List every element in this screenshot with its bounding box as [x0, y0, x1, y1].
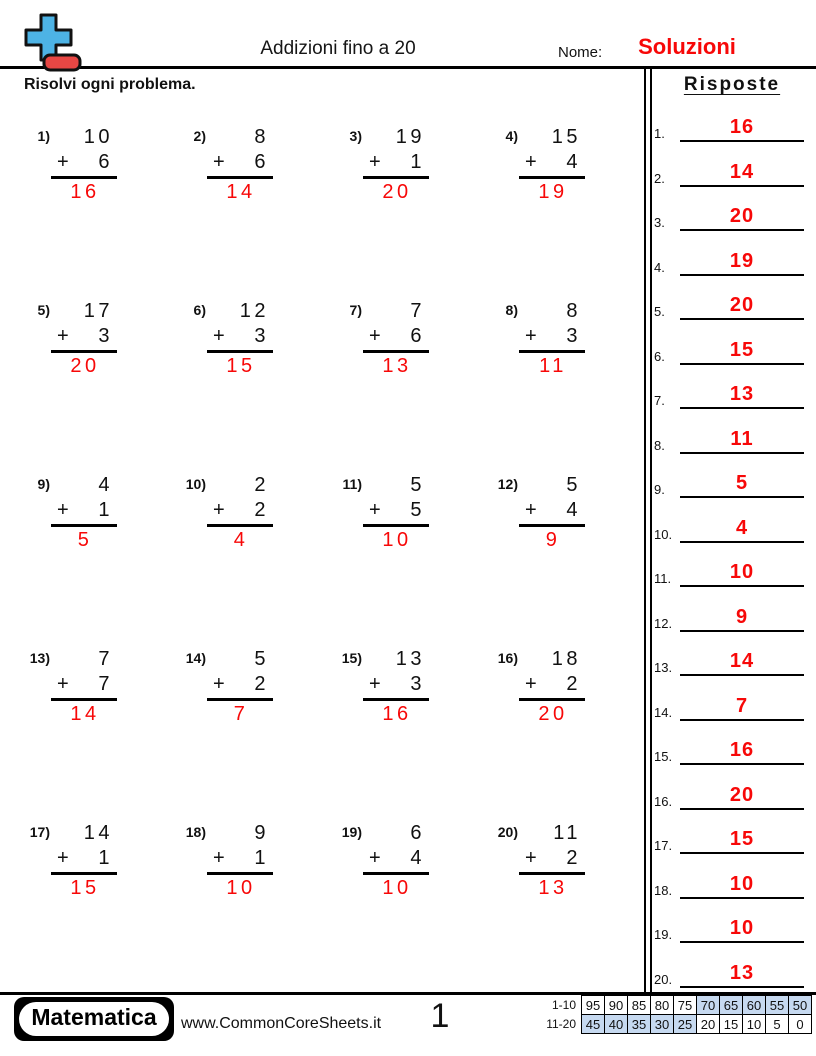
problem-20 — [488, 822, 644, 992]
name-value-solutions: Soluzioni — [638, 34, 736, 59]
answer-row-19 — [654, 917, 804, 943]
problem-2 — [176, 126, 332, 296]
answer-value: 4 — [680, 517, 804, 543]
header-rule — [0, 66, 816, 69]
answer-number: 8. — [654, 437, 665, 453]
problem-11 — [332, 474, 488, 644]
grade-cell: 35 — [628, 1015, 651, 1034]
problem-work — [369, 474, 425, 552]
grade-cell: 75 — [674, 996, 697, 1015]
problem-work — [525, 126, 581, 204]
answer-line — [51, 698, 117, 701]
grade-row-label: 11-20 — [542, 1015, 582, 1034]
answer-row-11 — [654, 561, 804, 587]
answer-row-6 — [654, 339, 804, 365]
answer-line — [207, 872, 273, 875]
answer-number: 2. — [654, 170, 665, 186]
answer-number: 6. — [654, 348, 665, 364]
grade-cell: 95 — [582, 996, 605, 1015]
answer-number: 7. — [654, 393, 665, 409]
problem-answer: 10 — [382, 877, 412, 899]
operand-top: 9 — [254, 822, 269, 844]
grade-cell: 15 — [720, 1015, 743, 1034]
answer-line — [519, 350, 585, 353]
answer-row-4 — [654, 250, 804, 276]
grade-cell: 90 — [605, 996, 628, 1015]
answer-number: 15. — [654, 749, 673, 765]
answer-row-18 — [654, 873, 804, 899]
answer-number: 17. — [654, 838, 673, 854]
answer-value: 9 — [680, 606, 804, 632]
answer-number: 19. — [654, 927, 673, 943]
brand-label: Matematica — [19, 1002, 168, 1036]
operand-top: 7 — [410, 300, 425, 322]
operand-bottom: 1 — [98, 499, 113, 521]
page-number: 1 — [430, 997, 450, 1035]
operand-top: 2 — [254, 474, 269, 496]
problem-6 — [176, 300, 332, 470]
answer-row-16 — [654, 784, 804, 810]
operand-top: 14 — [83, 822, 113, 844]
problem-work — [369, 300, 425, 378]
plus-sign: + — [525, 151, 537, 173]
answer-value: 13 — [680, 962, 804, 988]
operand-top: 5 — [410, 474, 425, 496]
problem-work — [525, 300, 581, 378]
problem-number: 17) — [29, 824, 50, 840]
problem-answer: 20 — [70, 355, 100, 377]
problem-answer: 15 — [70, 877, 100, 899]
problem-number: 10) — [185, 476, 206, 492]
grade-cell: 80 — [651, 996, 674, 1015]
operand-bottom: 2 — [254, 673, 269, 695]
plus-sign: + — [369, 151, 381, 173]
plus-sign: + — [525, 673, 537, 695]
answer-value: 15 — [680, 339, 804, 365]
problem-18 — [176, 822, 332, 992]
problem-number: 4) — [505, 128, 518, 144]
problem-10 — [176, 474, 332, 644]
problem-answer: 14 — [70, 703, 100, 725]
answers-list — [654, 116, 804, 988]
answer-value: 14 — [680, 161, 804, 187]
problem-answer: 13 — [538, 877, 568, 899]
grade-cell: 10 — [743, 1015, 766, 1034]
operand-top: 5 — [254, 648, 269, 670]
plus-minus-logo-icon — [14, 12, 84, 74]
plus-sign: + — [213, 847, 225, 869]
plus-sign: + — [57, 325, 69, 347]
answer-line — [207, 350, 273, 353]
problem-number: 15) — [341, 650, 362, 666]
problem-number: 13) — [29, 650, 50, 666]
answer-value: 7 — [680, 695, 804, 721]
name-label: Nome: — [558, 44, 603, 61]
answer-number: 18. — [654, 882, 673, 898]
answer-row-15 — [654, 739, 804, 765]
plus-sign: + — [525, 499, 537, 521]
grade-cell: 85 — [628, 996, 651, 1015]
answer-number: 10. — [654, 526, 673, 542]
problem-8 — [488, 300, 644, 470]
answer-row-17 — [654, 828, 804, 854]
problem-15 — [332, 648, 488, 818]
operand-bottom: 3 — [254, 325, 269, 347]
answer-number: 1. — [654, 126, 665, 141]
answer-line — [51, 872, 117, 875]
grade-cell: 5 — [766, 1015, 789, 1034]
problem-number: 11) — [342, 476, 362, 492]
grade-cell: 30 — [651, 1015, 674, 1034]
problem-14 — [176, 648, 332, 818]
problem-work — [57, 822, 113, 900]
problem-work — [525, 648, 581, 726]
answer-number: 20. — [654, 971, 673, 987]
problem-number: 6) — [193, 302, 206, 318]
grade-cell: 70 — [697, 996, 720, 1015]
answer-value: 10 — [680, 873, 804, 899]
problem-number: 1) — [37, 128, 50, 144]
problem-answer: 15 — [226, 355, 256, 377]
grade-cell: 20 — [697, 1015, 720, 1034]
problem-number: 2) — [193, 128, 206, 144]
answer-number: 14. — [654, 704, 673, 720]
problem-work — [369, 126, 425, 204]
problem-work — [369, 822, 425, 900]
operand-bottom: 2 — [566, 847, 581, 869]
plus-sign: + — [369, 499, 381, 521]
problem-work — [57, 126, 113, 204]
answer-row-1 — [654, 116, 804, 142]
problem-number: 12) — [497, 476, 518, 492]
answers-panel — [654, 74, 810, 987]
problem-answer: 9 — [545, 529, 561, 551]
problem-3 — [332, 126, 488, 296]
plus-sign: + — [369, 673, 381, 695]
operand-bottom: 2 — [254, 499, 269, 521]
answer-line — [363, 698, 429, 701]
answer-value: 16 — [680, 739, 804, 765]
operand-bottom: 1 — [98, 847, 113, 869]
answer-line — [207, 176, 273, 179]
problem-5 — [20, 300, 176, 470]
plus-sign: + — [369, 325, 381, 347]
problem-answer: 20 — [538, 703, 568, 725]
grade-cell: 45 — [582, 1015, 605, 1034]
answer-number: 12. — [654, 615, 673, 631]
answer-row-8 — [654, 428, 804, 454]
problem-work — [525, 474, 581, 552]
grade-table — [542, 995, 813, 1034]
problem-answer: 16 — [70, 181, 100, 203]
plus-sign: + — [213, 673, 225, 695]
operand-top: 5 — [566, 474, 581, 496]
answer-value: 10 — [680, 561, 804, 587]
plus-sign: + — [213, 151, 225, 173]
operand-bottom: 4 — [566, 151, 581, 173]
operand-bottom: 3 — [566, 325, 581, 347]
answer-number: 5. — [654, 304, 665, 320]
answer-number: 16. — [654, 793, 673, 809]
instruction-text: Risolvi ogni problema. — [24, 76, 196, 93]
problem-number: 7) — [349, 302, 362, 318]
answer-line — [519, 176, 585, 179]
answer-row-10 — [654, 517, 804, 543]
problem-work — [57, 648, 113, 726]
problem-work — [213, 126, 269, 204]
answer-row-13 — [654, 650, 804, 676]
operand-bottom: 1 — [254, 847, 269, 869]
problem-answer: 5 — [77, 529, 93, 551]
answer-value: 14 — [680, 650, 804, 676]
plus-sign: + — [57, 499, 69, 521]
answers-divider — [644, 66, 652, 994]
answer-line — [363, 176, 429, 179]
answer-line — [51, 524, 117, 527]
problem-answer: 14 — [226, 181, 256, 203]
answer-line — [363, 524, 429, 527]
operand-bottom: 6 — [254, 151, 269, 173]
answer-value: 20 — [680, 294, 804, 320]
operand-bottom: 6 — [410, 325, 425, 347]
answer-value: 16 — [680, 116, 804, 142]
answer-line — [51, 350, 117, 353]
grade-row-label: 1-10 — [542, 996, 582, 1015]
grade-cell: 50 — [789, 996, 812, 1015]
answer-number: 9. — [654, 482, 665, 498]
operand-bottom: 3 — [410, 673, 425, 695]
operand-top: 15 — [551, 126, 581, 148]
plus-sign: + — [57, 673, 69, 695]
problem-number: 20) — [497, 824, 518, 840]
problem-12 — [488, 474, 644, 644]
answer-value: 19 — [680, 250, 804, 276]
problem-answer: 11 — [539, 355, 567, 377]
problem-work — [525, 822, 581, 900]
plus-sign: + — [213, 325, 225, 347]
answer-row-20 — [654, 962, 804, 988]
answer-number: 3. — [654, 215, 665, 231]
problem-answer: 13 — [382, 355, 412, 377]
answer-row-3 — [654, 205, 804, 231]
answers-title: Risposte — [683, 74, 781, 95]
operand-top: 4 — [98, 474, 113, 496]
problem-16 — [488, 648, 644, 818]
operand-top: 10 — [83, 126, 113, 148]
answer-row-14 — [654, 695, 804, 721]
answer-value: 15 — [680, 828, 804, 854]
operand-top: 19 — [395, 126, 425, 148]
plus-sign: + — [525, 325, 537, 347]
problem-4 — [488, 126, 644, 296]
problem-work — [57, 474, 113, 552]
website-url: www.CommonCoreSheets.it — [181, 1015, 382, 1032]
grade-cell: 65 — [720, 996, 743, 1015]
operand-top: 12 — [239, 300, 269, 322]
grade-cell: 55 — [766, 996, 789, 1015]
answer-number: 11. — [654, 571, 672, 587]
operand-bottom: 5 — [410, 499, 425, 521]
problem-number: 8) — [505, 302, 518, 318]
operand-top: 6 — [410, 822, 425, 844]
answer-value: 11 — [680, 428, 804, 454]
problem-13 — [20, 648, 176, 818]
problem-number: 14) — [185, 650, 206, 666]
operand-bottom: 7 — [98, 673, 113, 695]
brand-badge — [14, 997, 174, 1041]
answer-line — [363, 350, 429, 353]
problem-number: 19) — [341, 824, 362, 840]
problems-grid — [20, 122, 644, 992]
answer-line — [519, 872, 585, 875]
operand-top: 7 — [98, 648, 113, 670]
operand-top: 8 — [254, 126, 269, 148]
operand-top: 17 — [83, 300, 113, 322]
answer-number: 13. — [654, 660, 673, 676]
answer-line — [363, 872, 429, 875]
problem-number: 16) — [497, 650, 518, 666]
problem-number: 3) — [349, 128, 362, 144]
problem-9 — [20, 474, 176, 644]
problem-number: 5) — [37, 302, 50, 318]
operand-bottom: 1 — [410, 151, 425, 173]
answer-value: 5 — [680, 472, 804, 498]
answer-number: 4. — [654, 259, 665, 275]
problem-answer: 10 — [382, 529, 412, 551]
answer-row-7 — [654, 383, 804, 409]
problem-work — [57, 300, 113, 378]
operand-top: 11 — [553, 822, 581, 844]
problem-answer: 4 — [233, 529, 249, 551]
grade-cell: 40 — [605, 1015, 628, 1034]
problem-answer: 20 — [382, 181, 412, 203]
answer-value: 20 — [680, 205, 804, 231]
problem-answer: 19 — [538, 181, 568, 203]
problem-7 — [332, 300, 488, 470]
problem-number: 18) — [185, 824, 206, 840]
problem-17 — [20, 822, 176, 992]
operand-bottom: 4 — [566, 499, 581, 521]
answer-row-5 — [654, 294, 804, 320]
problem-answer: 10 — [226, 877, 256, 899]
answer-row-2 — [654, 161, 804, 187]
answer-value: 20 — [680, 784, 804, 810]
problem-work — [213, 648, 269, 726]
problem-work — [213, 822, 269, 900]
answer-row-12 — [654, 606, 804, 632]
grade-cell: 0 — [789, 1015, 812, 1034]
problem-work — [369, 648, 425, 726]
operand-bottom: 2 — [566, 673, 581, 695]
operand-bottom: 3 — [98, 325, 113, 347]
problem-work — [213, 300, 269, 378]
problem-answer: 7 — [233, 703, 249, 725]
answer-value: 10 — [680, 917, 804, 943]
operand-bottom: 6 — [98, 151, 113, 173]
operand-top: 13 — [395, 648, 425, 670]
plus-sign: + — [57, 847, 69, 869]
plus-sign: + — [525, 847, 537, 869]
plus-sign: + — [369, 847, 381, 869]
problem-work — [213, 474, 269, 552]
answer-line — [519, 698, 585, 701]
answer-row-9 — [654, 472, 804, 498]
answer-line — [51, 176, 117, 179]
answer-line — [207, 524, 273, 527]
plus-sign: + — [57, 151, 69, 173]
operand-bottom: 4 — [410, 847, 425, 869]
problem-answer: 16 — [382, 703, 412, 725]
grade-cell: 60 — [743, 996, 766, 1015]
operand-top: 18 — [551, 648, 581, 670]
problem-19 — [332, 822, 488, 992]
answer-line — [519, 524, 585, 527]
problem-number: 9) — [37, 476, 50, 492]
answer-value: 13 — [680, 383, 804, 409]
problem-1 — [20, 126, 176, 296]
grade-cell: 25 — [674, 1015, 697, 1034]
plus-sign: + — [213, 499, 225, 521]
operand-top: 8 — [566, 300, 581, 322]
worksheet-title: Addizioni fino a 20 — [260, 38, 416, 59]
answer-line — [207, 698, 273, 701]
